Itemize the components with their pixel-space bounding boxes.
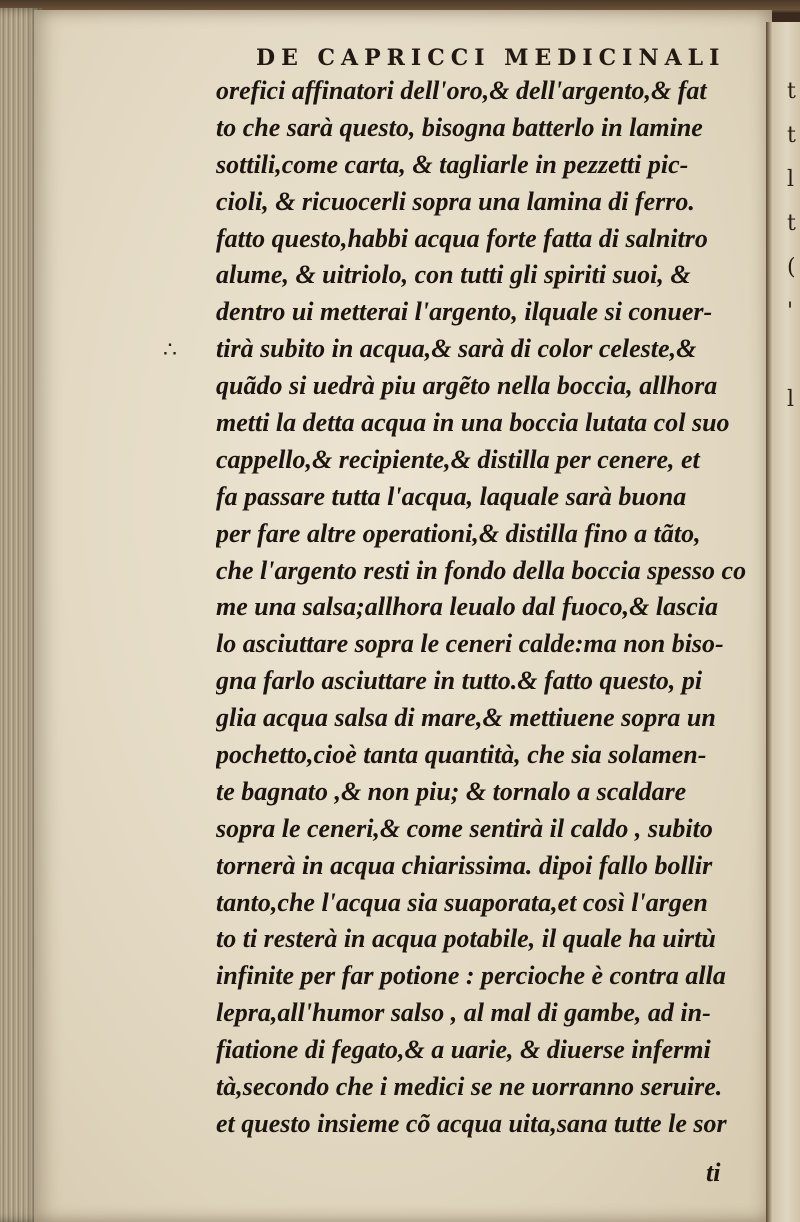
text-line: tanto,che l'acqua sia suaporata,et così l'argen	[216, 887, 708, 917]
facing-page-mark: '	[787, 299, 794, 324]
text-line: to ti resterà in acqua potabile, il quale ha uirtù	[216, 924, 716, 954]
text-line: me una salsa;allhora leualo dal fuoco,& lascia	[216, 592, 718, 622]
facing-page-mark: t	[787, 79, 796, 104]
text-line: glia acqua salsa di mare,& mettiuene sopra un	[216, 703, 716, 733]
facing-page-marks	[787, 70, 800, 422]
text-line: quãdo si uedrà piu argẽto nella boccia, allhora	[216, 371, 718, 401]
text-line: te bagnato ,& non piu; & tornalo a scaldare	[216, 776, 687, 806]
facing-page-mark	[787, 334, 800, 378]
running-title: DE CAPRICCI MEDICINALI	[256, 45, 726, 71]
text-line: tà,secondo che i medici se ne uorranno seruire.	[216, 1072, 723, 1102]
facing-page-mark: t	[787, 123, 796, 148]
text-line: dentro ui metterai l'argento, ilquale si conuer-	[216, 297, 713, 327]
text-line: cappello,& recipiente,& distilla per cenere, et	[216, 444, 700, 474]
catchword: ti	[706, 1158, 721, 1187]
text-line: fatto questo,habbi acqua forte fatta di salnitro	[216, 223, 708, 253]
text-line: fa passare tutta l'acqua, laquale sarà buona	[216, 481, 687, 511]
text-line: lepra,all'humor salso , al mal di gambe, ad in-	[216, 998, 711, 1028]
facing-page-mark: l	[787, 387, 795, 412]
text-line: cioli, & ricuocerli sopra una lamina di ferro.	[216, 186, 695, 216]
text-line: tirà subito in acqua,& sarà di color celeste,&	[216, 334, 697, 364]
margin-mark: ∴	[163, 338, 177, 363]
text-line: lo asciuttare sopra le ceneri calde:ma non biso-	[216, 629, 724, 659]
text-line: sottili,come carta, & tagliarle in pezzetti pic-	[216, 149, 689, 179]
facing-page-mark: l	[787, 167, 795, 192]
facing-page-mark: t	[787, 211, 796, 236]
text-line: che l'argento resti in fondo della boccia spesso co	[216, 555, 747, 585]
text-line: orefici affinatori dell'oro,& dell'argento,& fat	[216, 76, 707, 105]
text-line: gna farlo asciuttare in tutto.& fatto questo, pi	[216, 666, 703, 696]
text-line: et questo insieme cõ acqua uita,sana tutte le sor	[216, 1108, 727, 1138]
facing-page-mark: (	[787, 255, 796, 280]
text-line: infinite per far potione : percioche è contra alla	[216, 961, 726, 991]
text-line: sopra le ceneri,& come sentirà il caldo , subito	[216, 813, 713, 843]
text-line: per fare altre operationi,& distilla fino a tãto,	[216, 518, 701, 548]
text-line: tornerà in acqua chiarissima. dipoi fallo bollir	[216, 850, 713, 880]
text-line: fiatione di fegato,& a uarie, & diuerse infermi	[216, 1035, 711, 1065]
text-line: metti la detta acqua in una boccia lutata col suo	[216, 408, 730, 438]
text-line: pochetto,cioè tanta quantità, che sia solamen-	[216, 740, 707, 770]
text-line: alume, & uitriolo, con tutti gli spiriti suoi, &	[216, 260, 691, 290]
text-line: to che sarà questo, bisogna batterlo in lamine	[216, 112, 703, 142]
body-text	[216, 73, 764, 1143]
